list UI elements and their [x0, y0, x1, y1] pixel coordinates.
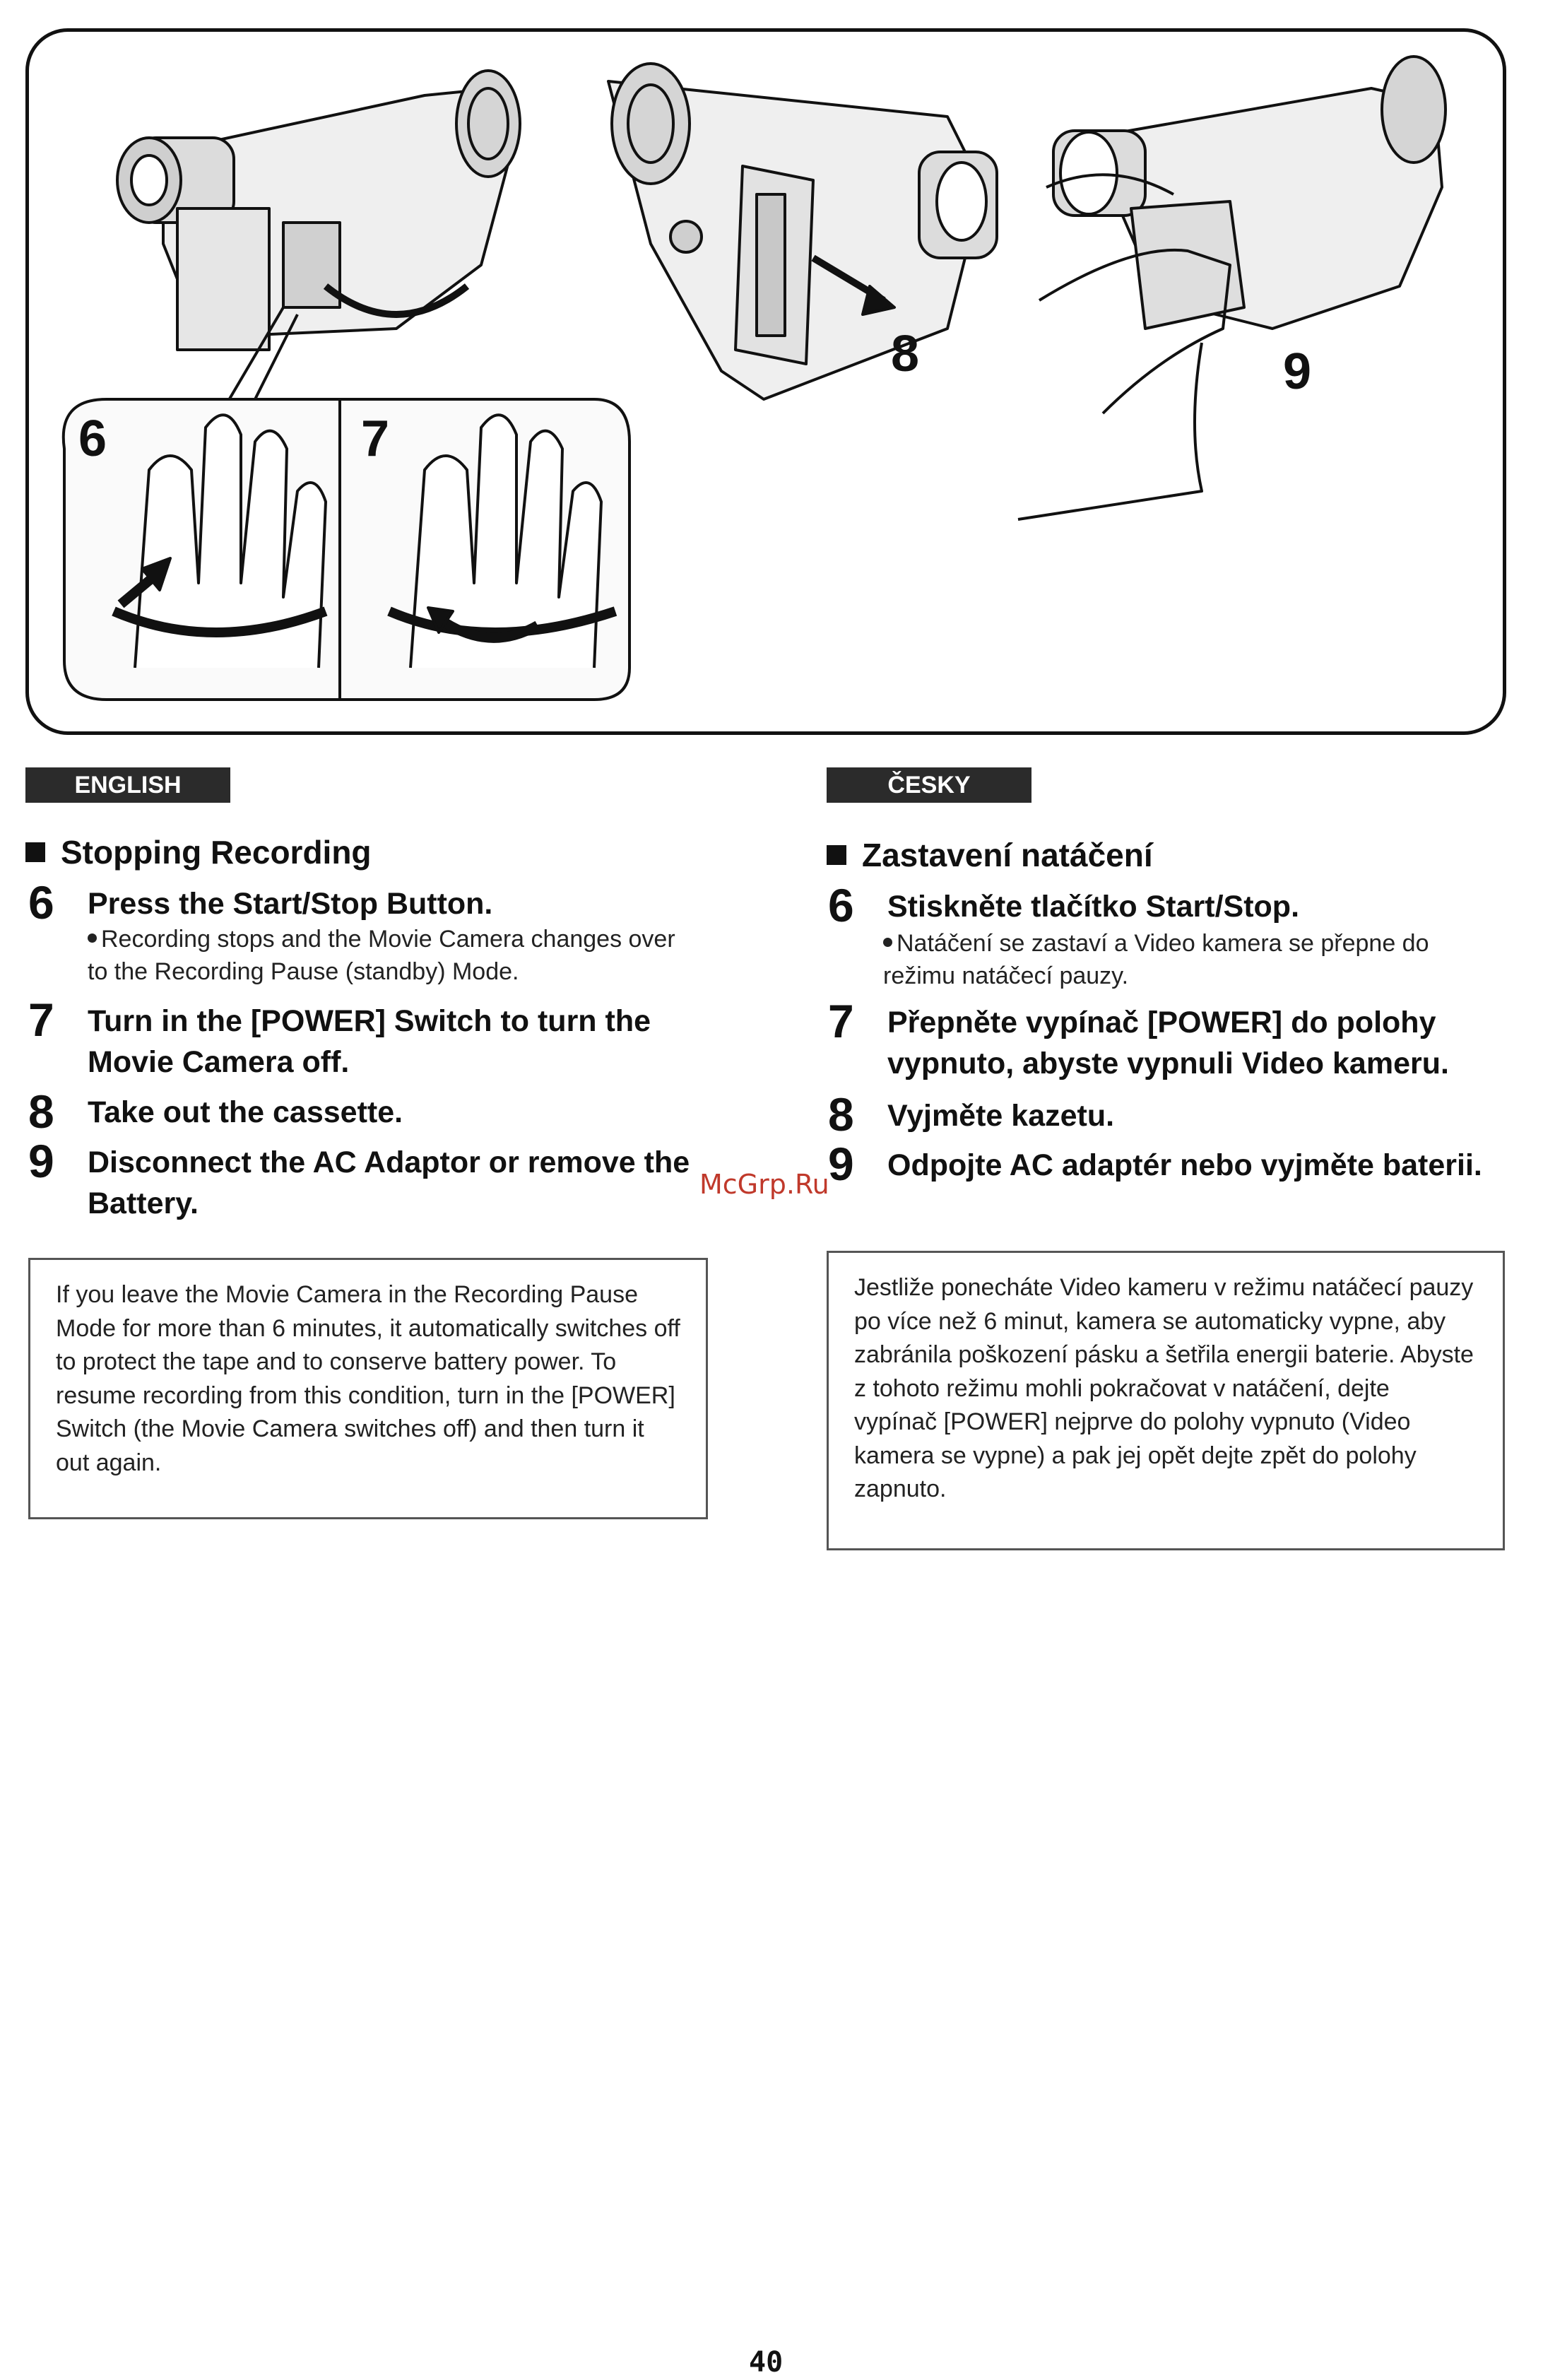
camcorder-right-drawing: [1018, 57, 1446, 519]
step-text: Přepněte vypínač [POWER] do polohy vypnuto, abyste vypnuli Video kameru.: [887, 1006, 1449, 1080]
step-bullet-text: Recording stops and the Movie Camera changes over to the Recording Pause (standby) Mode.: [88, 926, 675, 985]
illus-label-9: 9: [1283, 343, 1312, 400]
step-bullet: [883, 927, 1505, 992]
camcorder-illustration: [29, 32, 1506, 735]
illus-label-6: 6: [78, 411, 107, 467]
square-bullet-icon: [827, 845, 846, 865]
lang-label-english: ENGLISH: [25, 767, 230, 803]
step-number: 8: [28, 1085, 54, 1138]
hand-inset-drawing: [64, 399, 629, 700]
step-number: 8: [828, 1088, 854, 1141]
bullet-dot-icon: [88, 933, 97, 943]
section-title-czech: [827, 835, 1153, 875]
step-text: Vyjměte kazetu.: [887, 1099, 1115, 1133]
step-text: Press the Start/Stop Button.: [88, 887, 493, 921]
square-bullet-icon: [25, 842, 45, 862]
step-text: Disconnect the AC Adaptor or remove the Battery.: [88, 1145, 690, 1220]
step-text: Odpojte AC adaptér nebo vyjměte baterii.: [887, 1148, 1482, 1182]
step-number: 9: [828, 1138, 854, 1190]
note-box-english: If you leave the Movie Camera in the Recording Pause Mode for more than 6 minutes, it automatically switches off to protect the tape and to conserve battery power. To resume recording from this condition, turn in the [POWER] Switch (the Movie Camera switches off) and then turn it out again.: [28, 1258, 708, 1519]
step-text: Turn in the [POWER] Switch to turn the Movie Camera off.: [88, 1004, 651, 1079]
lang-label-czech: ČESKY: [827, 767, 1031, 803]
camcorder-left-drawing: [117, 71, 520, 428]
note-box-czech: Jestliže ponecháte Video kameru v režimu natáčecí pauzy po více než 6 minut, kamera se automaticky vypne, aby zabránila poškození pásku a šetřila energii baterie. Abyste z tohoto režimu mohli pokračovat v natáčení, dejte vypínač [POWER] nejprve do polohy vypnuto (Video kamera se vypne) a pak jej opět dejte zpět do polohy zapnuto.: [827, 1251, 1505, 1550]
page-number: 40: [749, 2346, 784, 2379]
section-title-english: [25, 832, 372, 872]
step-number: 9: [28, 1135, 54, 1187]
watermark: McGrp.Ru: [699, 1169, 829, 1200]
step-bullet-text: Natáčení se zastaví a Video kamera se přepne do režimu natáčecí pauzy.: [883, 930, 1429, 989]
illustration-panel: [25, 28, 1506, 735]
step-number: 6: [28, 876, 54, 929]
section-title-text: Zastavení natáčení: [862, 837, 1153, 873]
step-number: 6: [828, 879, 854, 931]
step-text: Take out the cassette.: [88, 1095, 403, 1129]
bullet-dot-icon: [883, 938, 892, 947]
camcorder-middle-drawing: [608, 64, 997, 399]
step-number: 7: [28, 994, 54, 1046]
section-title-text: Stopping Recording: [61, 834, 372, 871]
step-number: 7: [828, 995, 854, 1047]
step-bullet: [88, 923, 695, 988]
illus-label-7: 7: [361, 411, 390, 467]
illus-label-8: 8: [891, 326, 920, 382]
step-text: Stiskněte tlačítko Start/Stop.: [887, 890, 1300, 924]
